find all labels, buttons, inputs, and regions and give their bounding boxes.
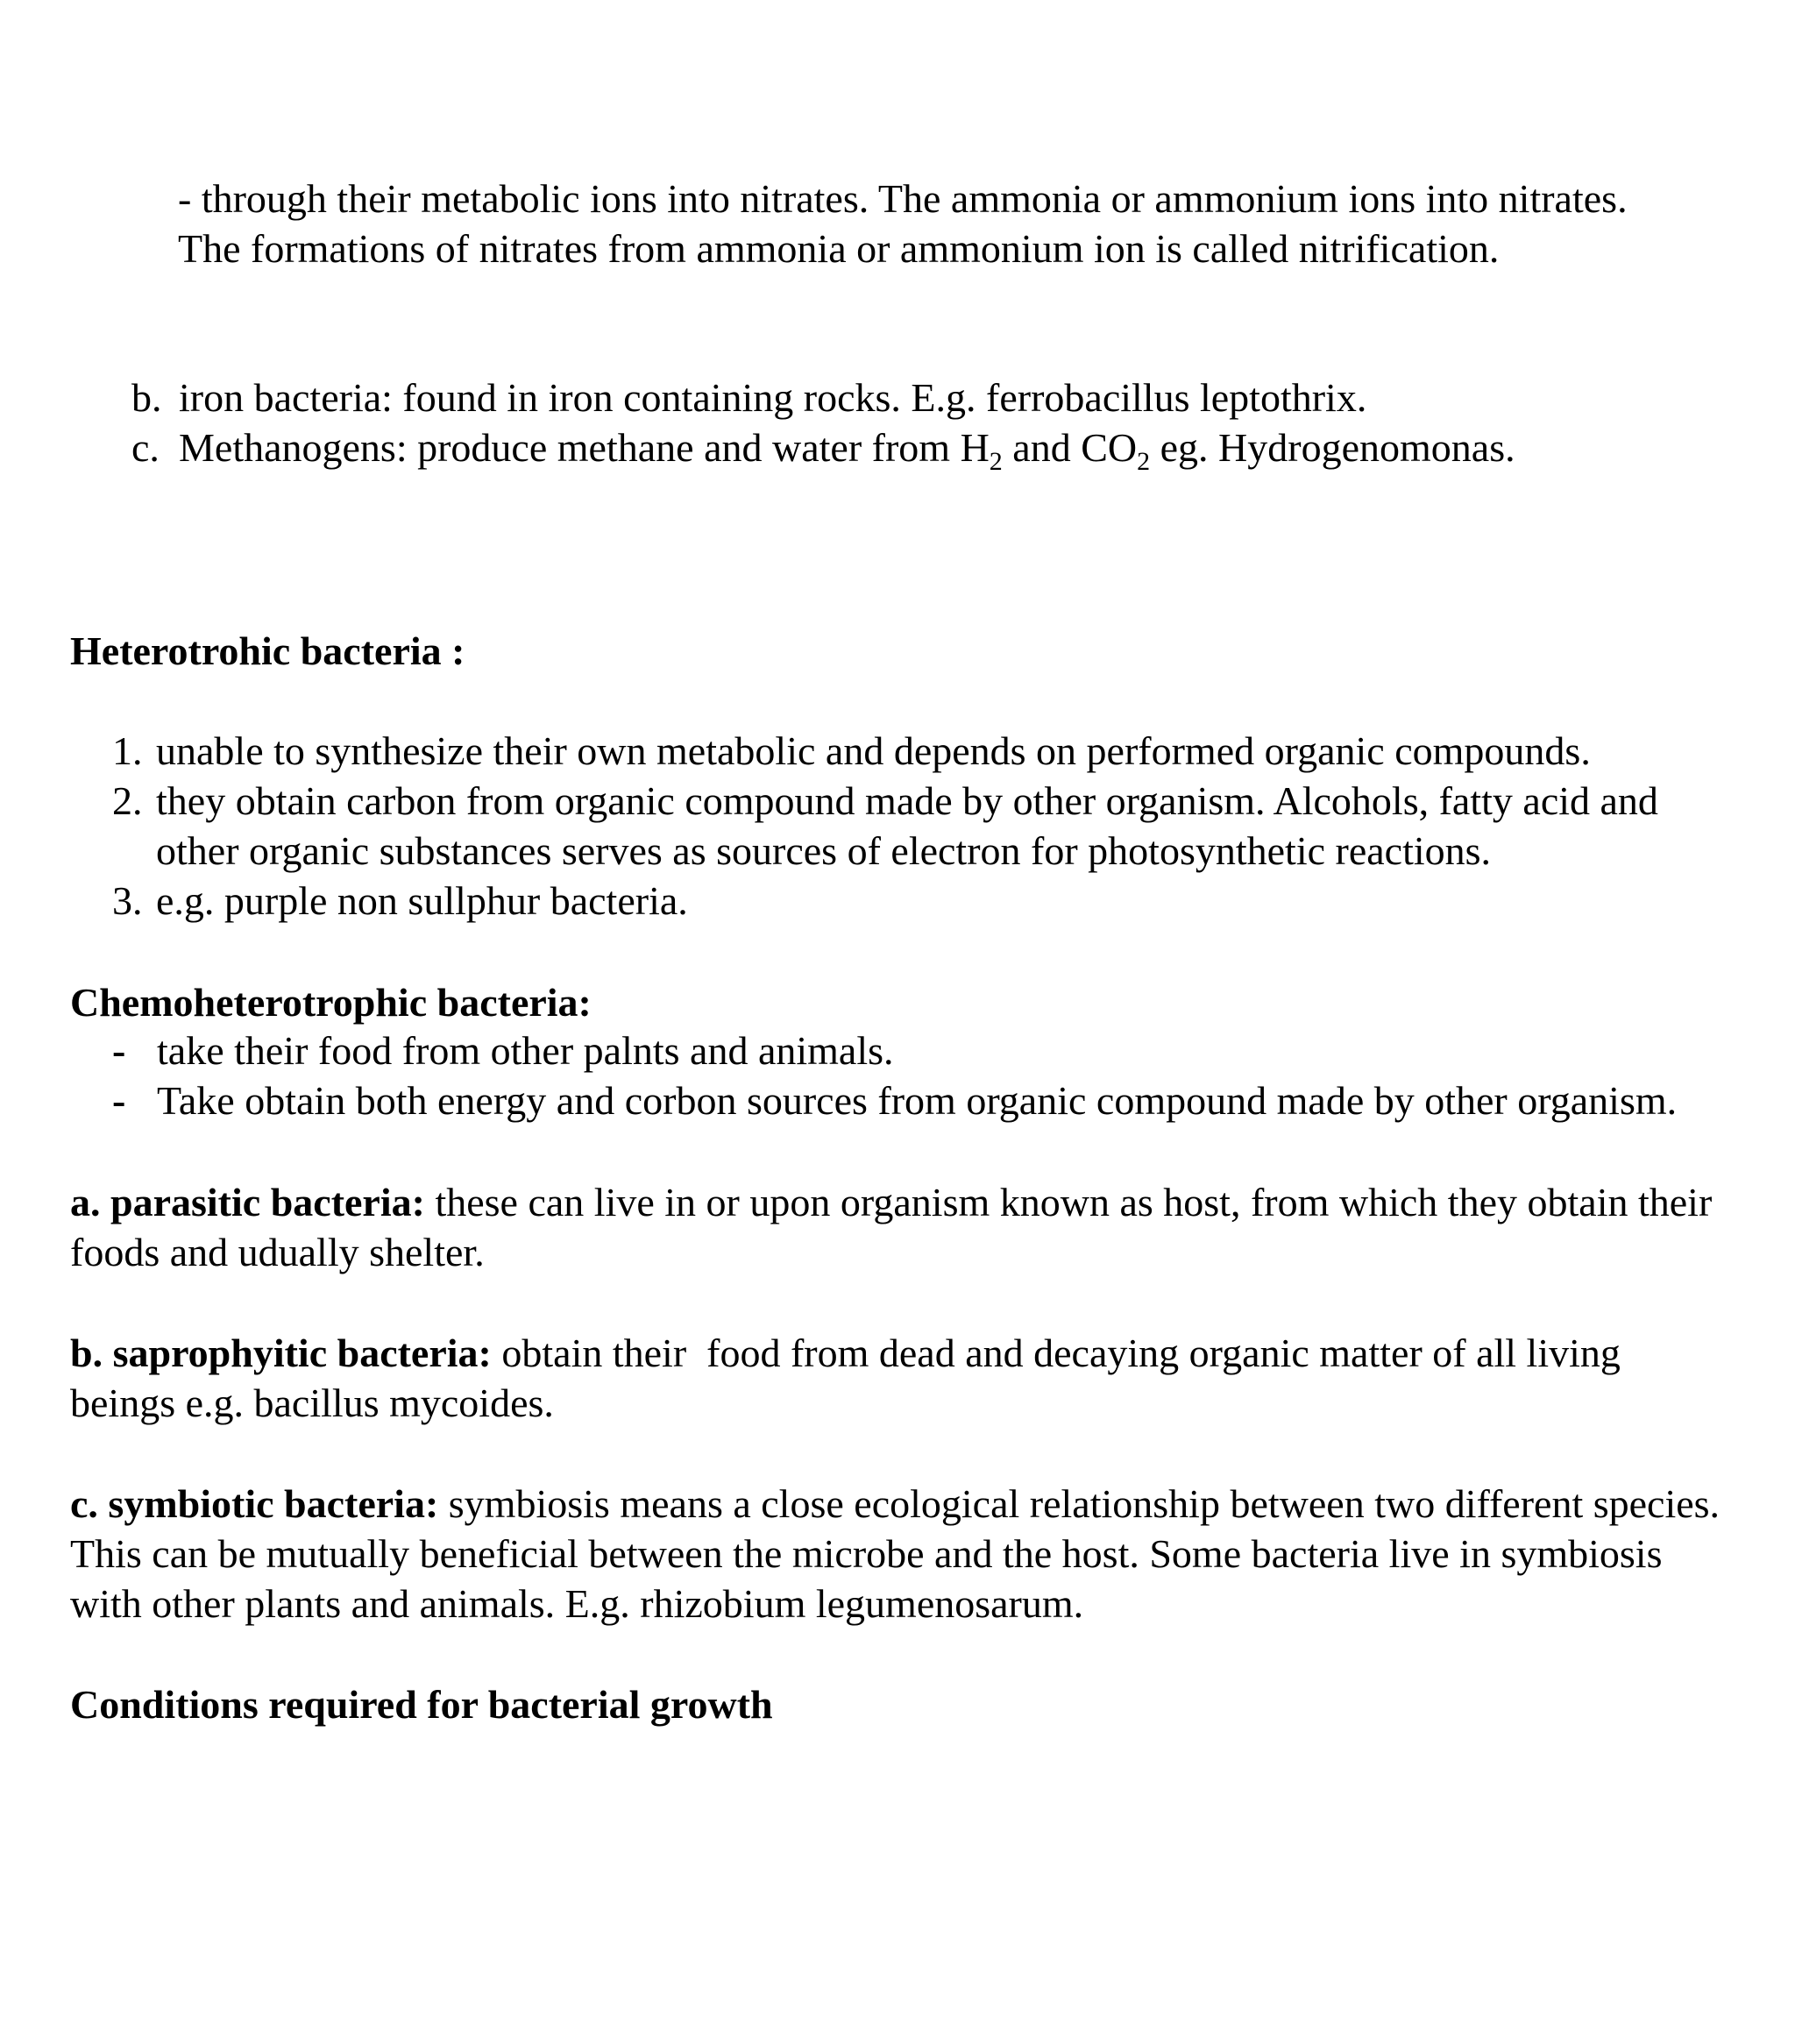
paragraph-symbiotic-bacteria: [70, 1479, 1735, 1629]
list-item-text: take their food from other palnts and animals.: [157, 1028, 894, 1073]
term-label: b. saprophyitic bacteria:: [70, 1331, 492, 1375]
intro-text: - through their metabolic ions into nitrates. The ammonia or ammonium ions into nitrates. The formations of nitrates from ammonia or ammonium ion is called nitrification.: [178, 176, 1628, 271]
list-item-iron-bacteria: [131, 373, 1709, 422]
list-item-methanogens: [131, 422, 1709, 476]
list-item-text-part2: and CO: [1002, 425, 1138, 470]
dash-marker: -: [112, 1078, 126, 1123]
list-item: [112, 876, 1742, 926]
list-marker: b.: [131, 375, 162, 420]
list-marker: 2.: [112, 778, 143, 823]
subscript: 2: [989, 447, 1003, 476]
paragraph-saprophytic-bacteria: [70, 1328, 1735, 1428]
heading-heterotrophic: Heterotrohic bacteria :: [70, 628, 465, 673]
heading-chemoheterotrophic: Chemoheterotrophic bacteria:: [70, 980, 592, 1025]
list-marker: 3.: [112, 878, 143, 923]
list-item-text: unable to synthesize their own metabolic and depends on performed organic compounds.: [156, 728, 1591, 773]
subscript: 2: [1137, 447, 1151, 476]
term-description: obtain their food from dead and decaying organic matter of all living beings e.g. bacillus mycoides.: [70, 1331, 1631, 1425]
heterotrophic-list: [112, 726, 1742, 926]
list-marker: c.: [131, 425, 160, 470]
list-item: [112, 1026, 1690, 1075]
term-description: these can live in or upon organism known as host, from which they obtain their foods and udually shelter.: [70, 1180, 1713, 1274]
heading-conditions: Conditions required for bacterial growth: [70, 1682, 773, 1727]
list-item: [112, 1075, 1690, 1125]
list-item: [112, 776, 1742, 876]
list-item-text: Take obtain both energy and corbon sources from organic compound made by other organism.: [157, 1078, 1678, 1123]
list-item-text-part3: eg. Hydrogenomonas.: [1150, 425, 1515, 470]
term-description: symbiosis means a close ecological relationship between two different species. This can be mutually beneficial between the microbe and the host. Some bacteria live in symbiosis with other plants and animals. E.g. rhizobium legumenosarum.: [70, 1481, 1721, 1626]
list-item-text: iron bacteria: found in iron containing rocks. E.g. ferrobacillus leptothrix.: [179, 375, 1367, 420]
intro-paragraph: [178, 174, 1650, 273]
list-item-text: e.g. purple non sullphur bacteria.: [156, 878, 688, 923]
chemoheterotrophic-list: [112, 1026, 1690, 1125]
list-item: [112, 726, 1742, 776]
paragraph-parasitic-bacteria: [70, 1177, 1735, 1277]
term-label: a. parasitic bacteria:: [70, 1180, 425, 1224]
term-label: c. symbiotic bacteria:: [70, 1481, 439, 1526]
list-item-text: they obtain carbon from organic compound made by other organism. Alcohols, fatty acid and other organic substances serves as sources of electron for photosynthetic reactions.: [156, 778, 1658, 873]
list-item-text-part1: Methanogens: produce methane and water from H: [179, 425, 990, 470]
lettered-list: [131, 373, 1709, 476]
list-marker: 1.: [112, 728, 143, 773]
dash-marker: -: [112, 1028, 126, 1073]
